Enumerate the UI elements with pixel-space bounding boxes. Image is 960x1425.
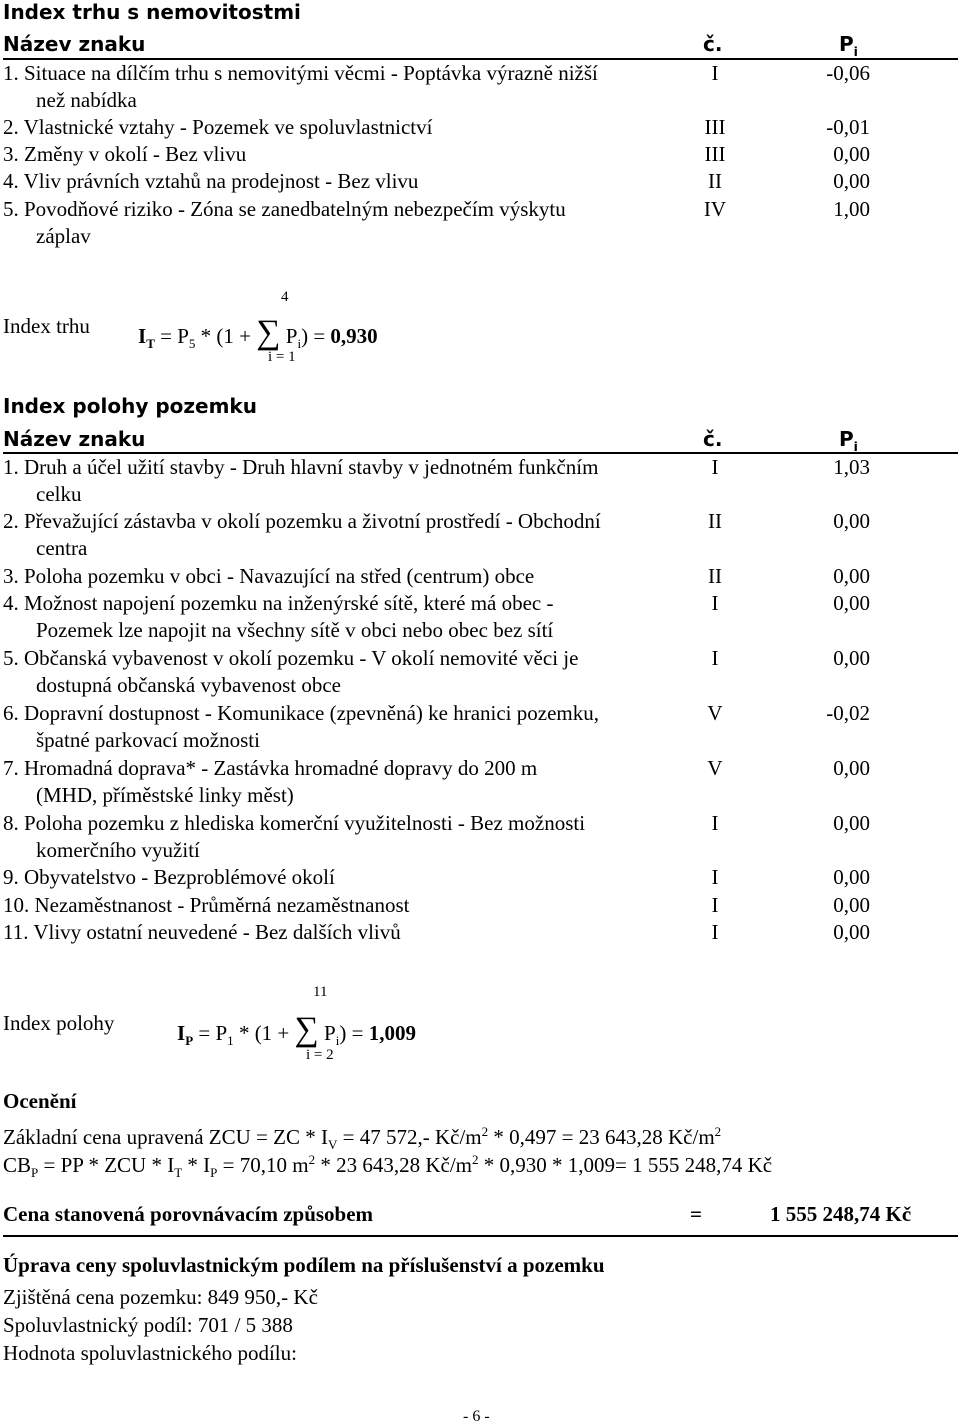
row-class: I xyxy=(711,893,719,917)
formula-result: 0,930 xyxy=(330,324,378,348)
row-label xyxy=(3,864,683,891)
row-value: 0,00 xyxy=(833,169,870,193)
sum-lower-limit: i = 1 xyxy=(268,349,296,365)
row-value: 0,00 xyxy=(833,893,870,917)
sum-symbol: ∑ xyxy=(256,314,281,351)
row-value: 0,00 xyxy=(833,646,870,670)
row-label xyxy=(3,60,683,114)
column-header-number: č. xyxy=(703,427,723,451)
row-class: III xyxy=(704,142,726,166)
row-label-line1: 2. Vlastnické vztahy - Pozemek ve spoluvlastnictví xyxy=(3,115,433,139)
row-label-line2: (MHD, příměstské linky měst) xyxy=(36,783,294,807)
row-label-line1: 1. Situace na dílčím trhu s nemovitými věcmi - Poptávka výrazně nižší xyxy=(3,61,598,85)
row-value: 1,03 xyxy=(833,455,870,479)
row-class: II xyxy=(708,509,722,533)
row-label-line1: 7. Hromadná doprava* - Zastávka hromadné dopravy do 200 m xyxy=(3,756,538,780)
row-label xyxy=(3,114,683,141)
row-value: -0,01 xyxy=(826,115,870,139)
row-label-line2: Pozemek lze napojit na všechny sítě v obci nebo obec bez sítí xyxy=(36,618,554,642)
row-label-line1: 5. Povodňové riziko - Zóna se zanedbatelným nebezpečím výskytu xyxy=(3,197,566,221)
row-label-line2: dostupná občanská vybavenost obce xyxy=(36,673,342,697)
row-class: II xyxy=(708,564,722,588)
row-label xyxy=(3,563,683,590)
row-value: 0,00 xyxy=(833,756,870,780)
row-label xyxy=(3,755,683,809)
result-value: 1 555 248,74 Kč xyxy=(770,1202,912,1226)
row-class: II xyxy=(708,169,722,193)
formula-expression: $I_T = P_5 * (1$ + ∑ $P_i) = 0,930$ xyxy=(138,314,378,352)
row-class: V xyxy=(707,756,723,780)
row-value: 0,00 xyxy=(833,920,870,944)
row-label xyxy=(3,810,683,864)
valuation-title: Ocenění xyxy=(3,1089,77,1113)
row-label xyxy=(3,892,683,919)
adjustment-land-price: Zjištěná cena pozemku: 849 950,- Kč xyxy=(3,1285,318,1309)
row-label-line1: 1. Druh a účel užití stavby - Druh hlavní stavby v jednotném funkčním xyxy=(3,455,599,479)
row-label-line1: 9. Obyvatelstvo - Bezproblémové okolí xyxy=(3,865,335,889)
row-label xyxy=(3,196,683,250)
row-label-line1: 3. Poloha pozemku v obci - Navazující na střed (centrum) obce xyxy=(3,564,535,588)
row-label-line1: 11. Vlivy ostatní neuvedené - Bez dalších vlivů xyxy=(3,920,401,944)
sum-symbol: ∑ xyxy=(294,1011,319,1048)
result-equals: = xyxy=(690,1202,702,1226)
formula-label: Index polohy xyxy=(3,1011,115,1035)
row-class: I xyxy=(711,646,719,670)
sum-lower-limit: i = 2 xyxy=(306,1047,334,1063)
row-label-line1: 6. Dopravní dostupnost - Komunikace (zpevněná) ke hranici pozemku, xyxy=(3,701,599,725)
result-divider xyxy=(3,1235,958,1237)
row-class: IV xyxy=(703,197,727,221)
row-class: I xyxy=(711,455,719,479)
row-value: 0,00 xyxy=(833,811,870,835)
row-label xyxy=(3,645,683,699)
row-label-line1: 4. Možnost napojení pozemku na inženýrské sítě, které má obec - xyxy=(3,591,554,615)
column-header-p: $P_i$ xyxy=(839,427,858,454)
row-label-line1: 10. Nezaměstnanost - Průměrná nezaměstnanost xyxy=(3,893,410,917)
row-label xyxy=(3,700,683,754)
row-value: 0,00 xyxy=(833,509,870,533)
valuation-line-computed-price: $CB_P$ = PP * ZCU * $I_T * I_P = 70,10$ $m^2 * 23$ 643,28 $Kč/m^2 * 0,930 * 1,009= 1$ 555 248,74 Kč xyxy=(3,1152,773,1181)
row-value: 0,00 xyxy=(833,865,870,889)
row-class: I xyxy=(711,865,719,889)
row-label-line2: centra xyxy=(36,536,88,560)
column-header-p: $P_i$ xyxy=(839,32,858,59)
adjustment-share-value: Hodnota spoluvlastnického podílu: xyxy=(3,1341,297,1365)
row-class: I xyxy=(711,61,719,85)
adjustment-title: Úprava ceny spoluvlastnickým podílem na příslušenství a pozemku xyxy=(3,1253,605,1277)
row-label-line2: celku xyxy=(36,482,82,506)
row-label-line1: 4. Vliv právních vztahů na prodejnost - Bez vlivu xyxy=(3,169,419,193)
row-label-line1: 8. Poloha pozemku z hlediska komerční využitelnosti - Bez možnosti xyxy=(3,811,586,835)
row-class: I xyxy=(711,920,719,944)
valuation-line-base-price: Základní cena upravená ZCU = ZC * $I_V = 47$ 572,- $Kč/m^2 * 0,497 = 23$ 643,28 $Kč/m^2$ xyxy=(3,1124,722,1153)
row-label xyxy=(3,454,683,508)
row-class: I xyxy=(711,591,719,615)
row-label xyxy=(3,141,683,168)
page-number: - 6 - xyxy=(463,1408,490,1425)
row-label-line1: 2. Převažující zástavba v okolí pozemku a životní prostředí - Obchodní xyxy=(3,509,601,533)
row-class: V xyxy=(707,701,723,725)
result-label: Cena stanovená porovnávacím způsobem xyxy=(3,1202,374,1226)
row-label-line2: komerčního využití xyxy=(36,838,200,862)
row-value: 0,00 xyxy=(833,591,870,615)
section-title-market-index: Index trhu s nemovitostmi xyxy=(3,0,301,24)
row-label-line2: než nabídka xyxy=(36,88,137,112)
row-value: 1,00 xyxy=(833,197,870,221)
column-header-number: č. xyxy=(703,32,723,56)
column-header-name: Název znaku xyxy=(3,427,146,451)
adjustment-share: Spoluvlastnický podíl: 701 / 5 388 xyxy=(3,1313,293,1337)
row-label xyxy=(3,168,683,195)
section-title-location-index: Index polohy pozemku xyxy=(3,394,257,418)
row-value: 0,00 xyxy=(833,564,870,588)
row-label xyxy=(3,508,683,562)
row-class: I xyxy=(711,811,719,835)
row-label xyxy=(3,919,683,946)
formula-label: Index trhu xyxy=(3,314,90,338)
row-value: -0,02 xyxy=(826,701,870,725)
row-label-line2: špatné parkovací možnosti xyxy=(36,728,260,752)
row-value: -0,06 xyxy=(826,61,870,85)
column-header-name: Název znaku xyxy=(3,32,146,56)
row-class: III xyxy=(704,115,726,139)
row-label xyxy=(3,590,683,644)
formula-expression: $I_P = P_1 * (1$ + ∑ $P_i) = 1,009$ xyxy=(177,1011,416,1049)
row-label-line1: 5. Občanská vybavenost v okolí pozemku - V okolí nemovité věci je xyxy=(3,646,579,670)
row-label-line2: záplav xyxy=(36,224,91,248)
sum-upper-limit: 4 xyxy=(281,289,289,305)
sum-upper-limit: 11 xyxy=(313,984,328,1000)
formula-result: 1,009 xyxy=(368,1021,416,1045)
row-value: 0,00 xyxy=(833,142,870,166)
row-label-line1: 3. Změny v okolí - Bez vlivu xyxy=(3,142,247,166)
